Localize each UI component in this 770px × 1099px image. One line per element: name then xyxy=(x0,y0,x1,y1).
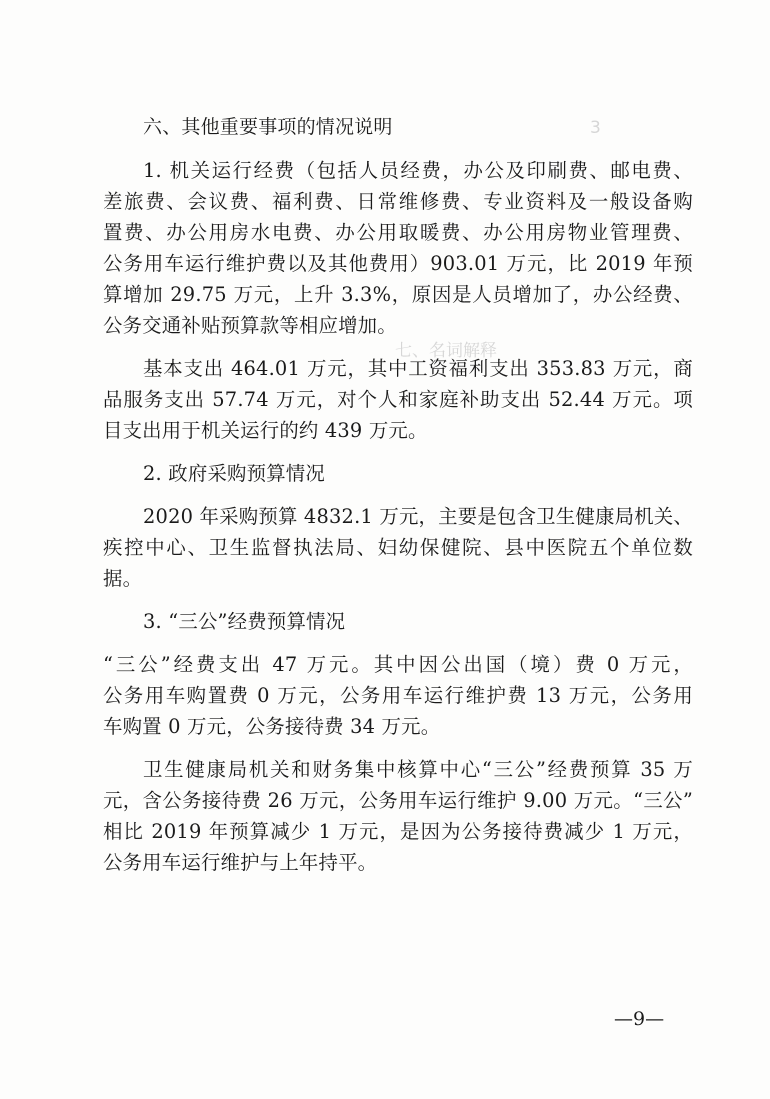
bleed-through-mark: 七、名词解释 xyxy=(395,341,497,361)
text-line: 卫生健康局机关和财务集中核算中心“三公”经费预算 35 万 xyxy=(143,758,693,781)
text-line: 差旅费、会议费、福利费、日常维修费、专业资料及一般设备购 xyxy=(103,190,693,213)
item3-detail-paragraph xyxy=(103,754,693,878)
text-line: 车购置 0 万元，公务接待费 34 万元。 xyxy=(103,715,441,738)
text-line: 目支出用于机关运行的约 439 万元。 xyxy=(103,419,428,442)
text-line: 相比 2019 年预算减少 1 万元，是因为公务接待费减少 1 万元， xyxy=(103,820,693,843)
item3-paragraph xyxy=(103,649,693,742)
text-line: 公务用车购置费 0 万元，公务用车运行维护费 13 万元，公务用 xyxy=(103,684,693,707)
text-line: 基本支出 464.01 万元，其中工资福利支出 353.83 万元，商 xyxy=(143,357,693,380)
section-heading: 六、其他重要事项的情况说明 xyxy=(143,116,393,138)
document-body xyxy=(103,112,693,878)
text-line: 算增加 29.75 万元，上升 3.3%，原因是人员增加了，办公经费、 xyxy=(103,283,693,306)
text-line: 置费、办公用房水电费、办公用取暖费、办公用房物业管理费、 xyxy=(103,221,693,244)
text-line: 公务用车运行维护与上年持平。 xyxy=(103,851,378,874)
text-line: 品服务支出 57.74 万元，对个人和家庭补助支出 52.44 万元。项 xyxy=(103,388,693,411)
text-line: 据。 xyxy=(103,567,143,590)
item1-detail-paragraph xyxy=(103,353,693,446)
text-line: 疾控中心、卫生监督执法局、妇幼保健院、县中医院五个单位数 xyxy=(103,536,693,559)
item2-title: 2. 政府采购预算情况 xyxy=(143,462,325,485)
text-line: “三公”经费支出 47 万元。其中因公出国（境）费 0 万元， xyxy=(103,653,693,676)
text-line: 2020 年采购预算 4832.1 万元，主要是包含卫生健康局机关、 xyxy=(143,505,693,528)
item2-paragraph xyxy=(103,501,693,594)
text-line: 公务交通补贴预算款等相应增加。 xyxy=(103,314,397,337)
item3-title: 3. “三公”经费预算情况 xyxy=(143,610,346,633)
item1-paragraph xyxy=(103,155,693,341)
bleed-through-mark: 3 xyxy=(590,118,601,138)
text-line: 元，含公务接待费 26 万元，公务用车运行维护 9.00 万元。“三公” xyxy=(103,789,693,812)
text-line: 1. 机关运行经费（包括人员经费，办公及印刷费、邮电费、 xyxy=(143,159,693,182)
page-number: —9— xyxy=(614,1008,665,1030)
text-line: 公务用车运行维护费以及其他费用）903.01 万元，比 2019 年预 xyxy=(103,252,693,275)
